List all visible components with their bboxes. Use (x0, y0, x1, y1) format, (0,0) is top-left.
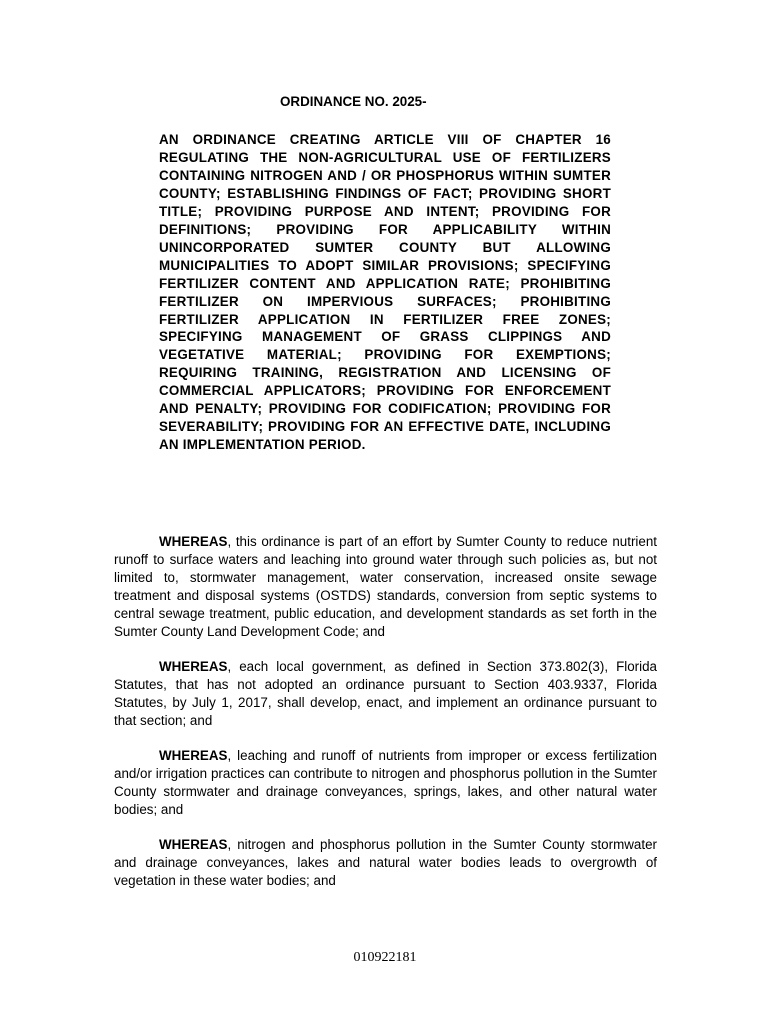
whereas-lead: WHEREAS (159, 658, 228, 674)
whereas-paragraph (114, 836, 657, 890)
whereas-lead: WHEREAS (159, 837, 228, 853)
ordinance-title: ORDINANCE NO. 2025- (280, 94, 427, 109)
whereas-lead: WHEREAS (159, 534, 228, 549)
whereas-paragraph (114, 747, 657, 819)
whereas-text: , leaching and runoff of nutrients from improper or excess fertilization and/or irrigation practices can contribute to nitrogen and phosphorus pollution in the Sumter County stormwater and drainage conveyances, springs, lakes, and other natural water bodies; and (114, 748, 657, 817)
whereas-paragraph (114, 533, 657, 640)
whereas-text: , each local government, as defined in Section 373.802(3), Florida Statutes, that has not adopted an ordinance pursuant to Section 403.9337, Florida Statutes, by July 1, 2017, shall develop, enact, and implement an ordinance pursuant to that section; and (114, 658, 657, 728)
whereas-paragraph (114, 658, 657, 730)
recitals (114, 533, 657, 907)
whereas-text: , nitrogen and phosphorus pollution in the Sumter County stormwater and drainage conveyances, lakes and natural water bodies leads to overgrowth of vegetation in these water bodies; and (114, 837, 657, 888)
document-footer-code: 010922181 (353, 950, 417, 965)
whereas-text: , this ordinance is part of an effort by Sumter County to reduce nutrient runoff to surface waters and leaching into ground water through such policies as, but not limited to, stormwater management, water conservation, increased onsite sewage treatment and disposal systems (OSTDS) standards, conversion from septic systems to central sewage treatment, public education, and development standards as set forth in the Sumter County Land Development Code; and (114, 534, 657, 639)
whereas-lead: WHEREAS (159, 748, 228, 764)
ordinance-caption: AN ORDINANCE CREATING ARTICLE VIII OF CHAPTER 16 REGULATING THE NON-AGRICULTURAL USE OF FERTILIZERS CONTAINING NITROGEN AND / OR PHOSPHORUS WITHIN SUMTER COUNTY; ESTABLISHING FINDINGS OF FACT; PROVIDING SHORT TITLE; PROVIDING PURPOSE AND INTENT; PROVIDING FOR DEFINITIONS; PROVIDING FOR APPLICABILITY WITHIN UNINCORPORATED SUMTER COUNTY BUT ALLOWING MUNICIPALITIES TO ADOPT SIMILAR PROVISIONS; SPECIFYING FERTILIZER CONTENT AND APPLICATION RATE; PROHIBITING FERTILIZER ON IMPERVIOUS SURFACES; PROHIBITING FERTILIZER APPLICATION IN FERTILIZER FREE ZONES; SPECIFYING MANAGEMENT OF GRASS CLIPPINGS AND VEGETATIVE MATERIAL; PROVIDING FOR EXEMPTIONS; REQUIRING TRAINING, REGISTRATION AND LICENSING OF COMMERCIAL APPLICATORS; PROVIDING FOR ENFORCEMENT AND PENALTY; PROVIDING FOR CODIFICATION; PROVIDING FOR SEVERABILITY; PROVIDING FOR AN EFFECTIVE DATE, INCLUDING AN IMPLEMENTATION PERIOD. (159, 132, 611, 453)
